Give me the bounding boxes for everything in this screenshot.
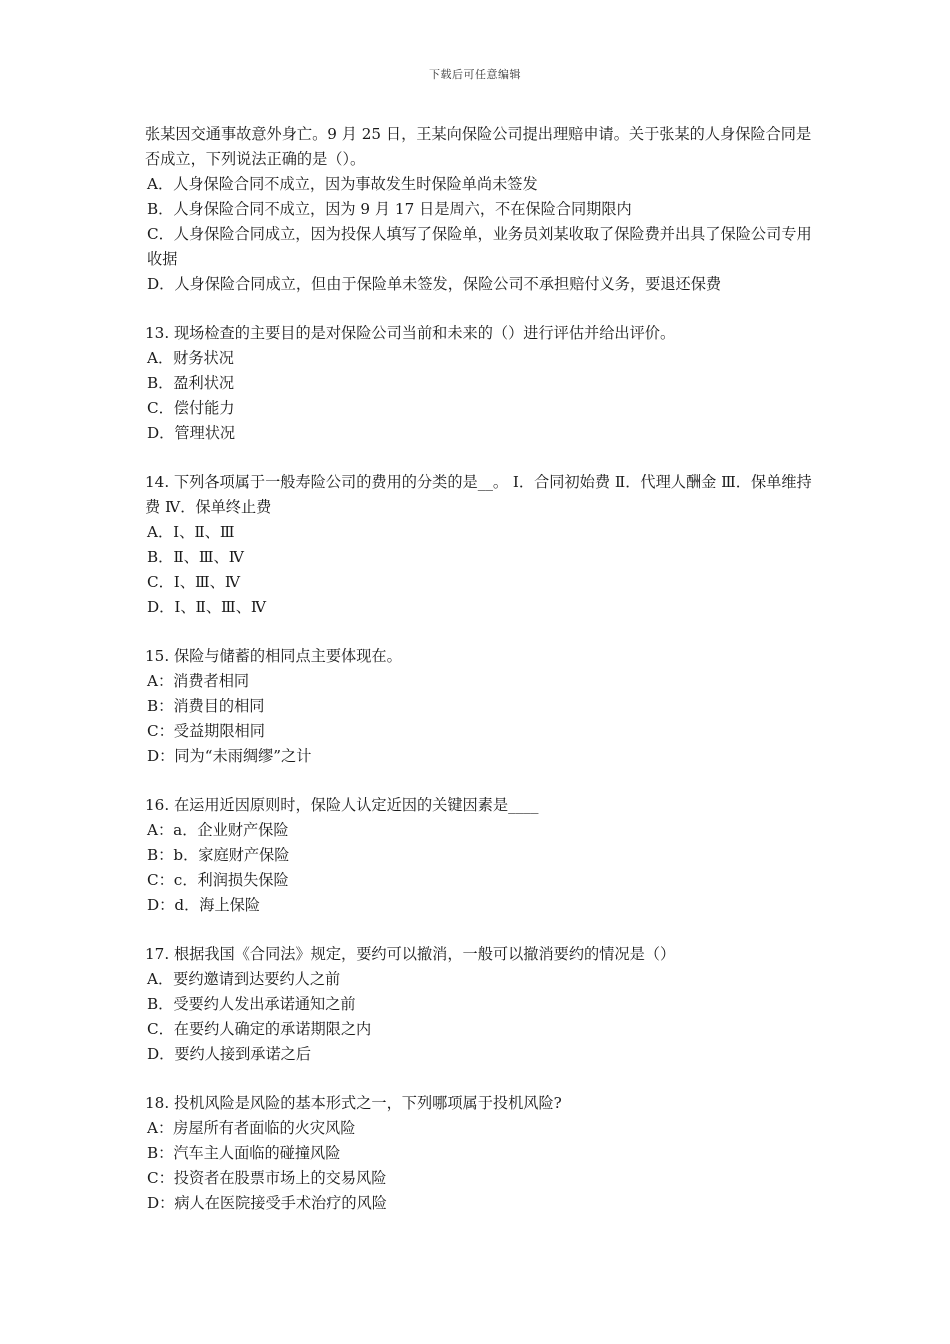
option-a: A：房屋所有者面临的火灾风险 xyxy=(147,1119,356,1137)
option-b: B：汽车主人面临的碰撞风险 xyxy=(147,1144,341,1162)
option-c: C：投资者在股票市场上的交易风险 xyxy=(147,1169,387,1187)
question-17 xyxy=(145,942,825,1067)
option-a: A．要约邀请到达要约人之前 xyxy=(147,970,341,988)
option-d: D：d．海上保险 xyxy=(147,896,261,914)
question-stem: 15. 保险与储蓄的相同点主要体现在。 xyxy=(145,647,402,665)
question-16 xyxy=(145,793,825,918)
option-a: A．财务状况 xyxy=(147,349,234,367)
question-15 xyxy=(145,644,825,769)
option-a: A．Ⅰ、Ⅱ、Ⅲ xyxy=(147,523,235,541)
page-header: 下载后可任意编辑 xyxy=(429,68,521,81)
question-stem: 13. 现场检查的主要目的是对保险公司当前和未来的（）进行评估并给出评价。 xyxy=(145,324,676,342)
question-18 xyxy=(145,1091,825,1216)
option-c: C：c．利润损失保险 xyxy=(147,871,289,889)
question-14 xyxy=(145,470,825,620)
option-c: C．偿付能力 xyxy=(147,399,235,417)
option-d: D：病人在医院接受手术治疗的风险 xyxy=(147,1194,387,1212)
question-stem: 14. 下列各项属于一般寿险公司的费用的分类的是__。 Ⅰ．合同初始费 Ⅱ．代理人酬金 Ⅲ．保单维持费 Ⅳ．保单终止费 xyxy=(145,473,812,516)
question-stem: 17. 根据我国《合同法》规定，要约可以撤消，一般可以撤消要约的情况是（） xyxy=(145,945,676,963)
option-a: A．人身保险合同不成立，因为事故发生时保险单尚未签发 xyxy=(147,175,538,193)
question-13 xyxy=(145,321,825,446)
question-12 xyxy=(145,122,825,297)
option-d: D．人身保险合同成立，但由于保险单未签发，保险公司不承担赔付义务，要退还保费 xyxy=(147,275,722,293)
option-b: B．Ⅱ、Ⅲ、Ⅳ xyxy=(147,548,244,566)
question-stem: 张某因交通事故意外身亡。9 月 25 日，王某向保险公司提出理赔申请。关于张某的人身保险合同是否成立，下列说法正确的是（）。 xyxy=(145,125,812,168)
option-c: C：受益期限相同 xyxy=(147,722,265,740)
option-d: D．管理状况 xyxy=(147,424,236,442)
option-d: D．要约人接到承诺之后 xyxy=(147,1045,312,1063)
question-stem: 18. 投机风险是风险的基本形式之一，下列哪项属于投机风险? xyxy=(145,1094,562,1112)
option-d: D：同为“未雨绸缪”之计 xyxy=(147,747,312,765)
question-stem: 16. 在运用近因原则时，保险人认定近因的关键因素是____ xyxy=(145,796,539,814)
option-a: A：消费者相同 xyxy=(147,672,250,690)
option-a: A：a．企业财产保险 xyxy=(147,821,289,839)
option-b: B．人身保险合同不成立，因为 9 月 17 日是周六，不在保险合同期限内 xyxy=(147,200,632,218)
option-b: B：消费目的相同 xyxy=(147,697,265,715)
option-d: D．Ⅰ、Ⅱ、Ⅲ、Ⅳ xyxy=(147,598,267,616)
option-b: B．受要约人发出承诺通知之前 xyxy=(147,995,356,1013)
option-b: B：b．家庭财产保险 xyxy=(147,846,290,864)
option-c: C．人身保险合同成立，因为投保人填写了保险单，业务员刘某收取了保险费并出具了保险公司专用收据 xyxy=(147,225,812,268)
option-c: C．Ⅰ、Ⅲ、Ⅳ xyxy=(147,573,241,591)
document-body xyxy=(145,122,825,1240)
option-c: C．在要约人确定的承诺期限之内 xyxy=(147,1020,372,1038)
option-b: B．盈利状况 xyxy=(147,374,235,392)
